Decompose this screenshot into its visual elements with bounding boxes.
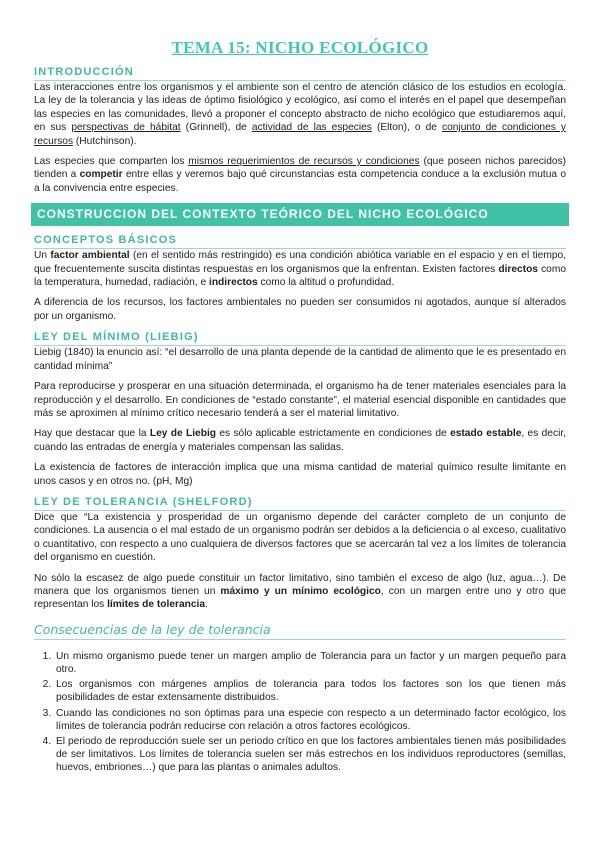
text-run: como la altitud o profundidad. [257,277,395,289]
text-run: (Elton), o de [371,122,443,134]
bold-text: factor ambiental [50,250,130,262]
text-run: (Hutchinson). [73,135,137,147]
intro-paragraph-1 [34,81,566,148]
bold-text: directos [498,263,538,275]
bold-text: estado estable [450,428,522,440]
liebig-paragraph-4: La existencia de factores de interacción implica que una misma cantidad de material químico resulte limitante en unos casos y en otros no. (pH, Mg) [34,462,566,487]
list-item: 1. Un mismo organismo puede tener un margen amplio de Tolerancia para un factor y un margen pequeño para otro. [54,650,566,676]
text-run: , es decir, cuando las entradas de energía y materiales compensan las salidas. [34,428,566,453]
underlined-text: mismos requerimientos de recursos y condiciones [188,156,420,168]
liebig-paragraph-1: Liebig (1840) la enuncio así: “el desarrollo de una planta depende de la cantidad de alimento que le es presentado en cantidad mínima” [34,347,566,372]
underlined-text: actividad de las especies [251,122,372,134]
bold-text: competir [79,169,123,181]
conceptos-paragraph-1 [34,249,566,289]
liebig-paragraph-3 [34,427,566,454]
section-heading-liebig: LEY DEL MÍNIMO (LIEBIG) [34,331,566,346]
text-run: entre ellas y veremos bajo qué circunstancias esta competencia conduce a la exclusión mutua o a la convivencia entre especies. [34,169,566,194]
text-run: Las especies que comparten los [34,156,189,168]
shelford-paragraph-2 [34,572,566,612]
text-run: No sólo la escasez de algo puede constituir un factor limitativo, sino también el exceso de algo (luz, agua…). De manera que los organismos tienen un [34,572,566,597]
underlined-text: conjunto de condiciones y recursos [34,122,566,147]
bold-text: límites de tolerancia [107,599,206,611]
document-page [34,0,566,777]
list-item: 3. Cuando las condiciones no son óptimas para una especie con respecto a un determinado factor ecológico, los límites de tolerancia podrán reducirse con relación a otros factores ecológicos. [54,707,566,733]
text-run: Las interacciones entre los organismos y el ambiente son el centro de atención clásico de los estudios en ecología. La ley de la tolerancia y las ideas de óptimo fisiológico y ecológico, así como el interés en el papel que desempeñan las especies en las comunidades, llevó a proponer el concepto abstracto de nicho ecológico que estudiaremos aquí, en sus [34,82,566,134]
text-run: (en el sentido más restringido) es una condición abiótica variable en el espacio y en el tiempo, que frecuentemente suscita distintas respuestas en los organismos que la enfrentan. Existen factores [34,250,566,275]
intro-paragraph-2 [34,155,566,195]
section-band-heading: CONSTRUCCION DEL CONTEXTO TEÓRICO DEL NICHO ECOLÓGICO [31,203,569,226]
liebig-paragraph-2: Para reproducirse y prosperar en una situación determinada, el organismo ha de tener materiales esenciales para la reproducción y el desarrollo. En condiciones de “estado constante”, el material esencial disponible en cantidades que más se aproximen al mínimo crítico necesario tenderá a ser el material limitativo. [34,381,566,419]
text-run: es sólo aplicable estrictamente en condiciones de [216,428,451,440]
text-run: , con un margen entre uno y otro que representan los [34,585,566,611]
conceptos-paragraph-2: A diferencia de los recursos, los factores ambientales no pueden ser consumidos ni agotados, aunque sí alterados por un organismo. [34,297,566,322]
page-title: TEMA 15: NICHO ECOLÓGICO [171,38,429,57]
text-run: como la temperatura, humedad, radiación, e [34,263,566,289]
text-run: . [205,599,208,611]
underlined-text: perspectivas de hábitat [71,122,181,134]
section-heading-shelford: LEY DE TOLERANCIA (SHELFORD) [34,496,566,511]
bold-text: Ley de Liebig [149,428,216,440]
text-run: Un [34,250,51,262]
bold-text: máximo y un mínimo ecológico [220,585,381,597]
text-run: (que poseen nichos parecidos) tienden a [34,156,567,181]
text-run: Hay que destacar que la [34,428,150,440]
bold-text: indirectos [209,277,258,289]
list-item: 4. El periodo de reproducción suele ser un periodo crítico en que los factores ambientales tienen más posibilidades de ser limitativos. Los límites de tolerancia suelen ser más estrechos en los individuos reproductores (semillas, huevos, embriones…) que para las plantas o animales adultos. [54,735,566,775]
section-heading-introduccion: INTRODUCCIÓN [34,66,566,81]
shelford-paragraph-1: Dice que “La existencia y prosperidad de un organismo depende del carácter completo de un conjunto de condiciones. La ausencia o el mal estado de un organismo podrán ser debidos a la deficiencia o al exceso, cualitativo o cuantitativo, con respecto a uno cualquiera de diversos factores que se acercarán tal vez a los límites de tolerancia del organismo en cuestión. [34,511,566,564]
subsection-heading-consecuencias: Consecuencias de la ley de tolerancia [34,622,566,640]
consecuencias-list [34,650,566,775]
list-item: 2. Los organismos con márgenes amplios de tolerancia para todos los factores son los que tienen más posibilidades de estar extensamente distribuidos. [54,678,566,704]
text-run: (Grinnell), de [180,122,252,134]
section-heading-conceptos: CONCEPTOS BÁSICOS [34,234,566,249]
